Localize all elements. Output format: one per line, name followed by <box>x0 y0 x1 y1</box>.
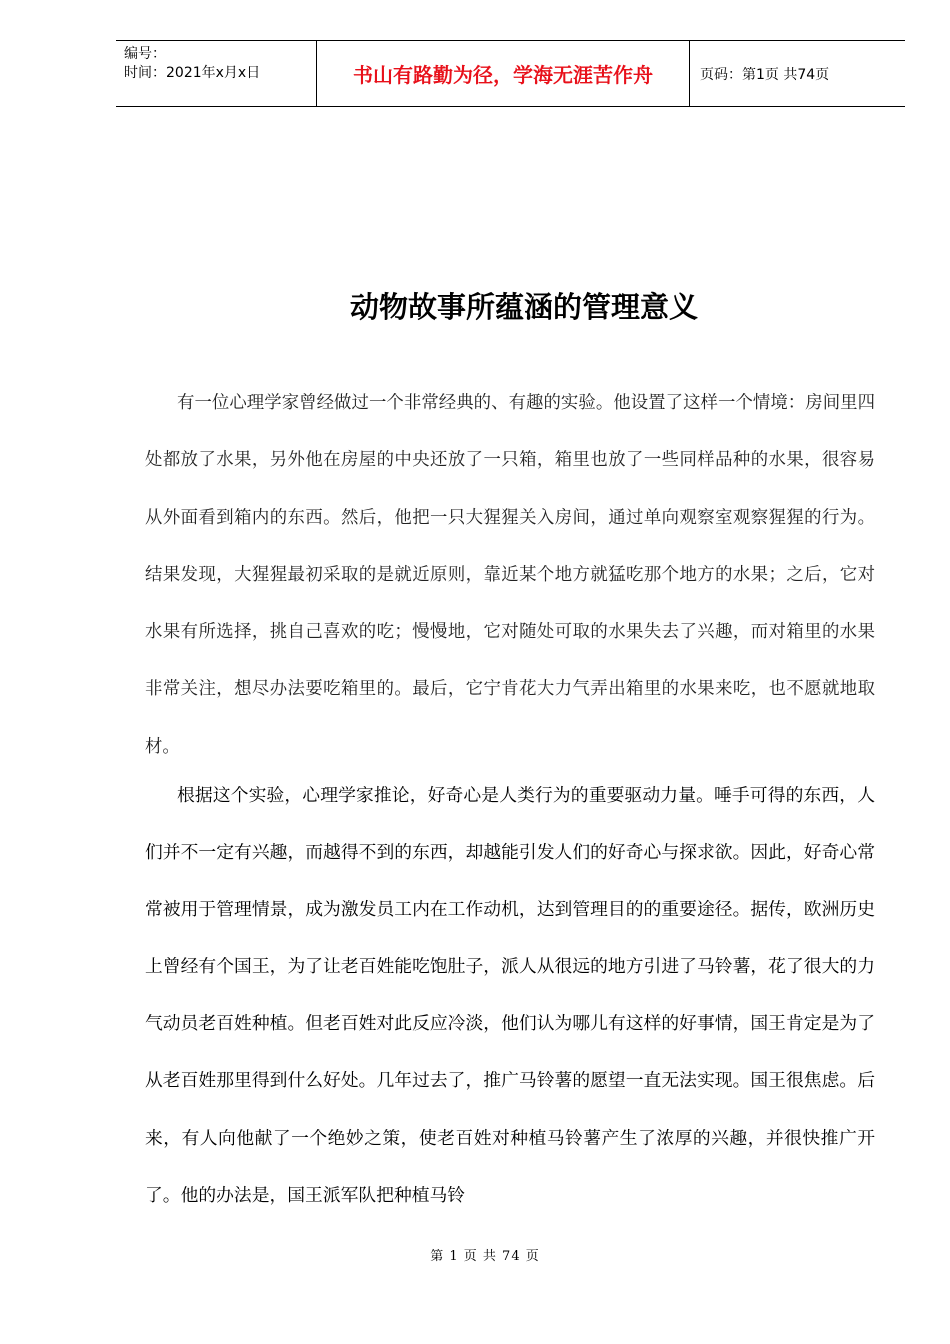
page-footer: 第 1 页 共 74 页 <box>430 1249 540 1264</box>
header-motto: 书山有路勤为径，学海无涯苦作舟 <box>353 63 653 87</box>
document-title: 动物故事所蕴涵的管理意义 <box>349 290 698 324</box>
header-page-cell <box>690 41 905 106</box>
header-motto-cell <box>316 41 690 106</box>
document-time-label: 时间：2021年x月x日 <box>124 65 261 81</box>
paragraph: 根据这个实验，心理学家推论，好奇心是人类行为的重要驱动力量。唾手可得的东西，人们并不一定有兴趣，而越得不到的东西，却越能引发人们的好奇心与探求欲。因此，好奇心常常被用于管理情景，成为激发员工内在工作动机，达到管理目的的重要途径。据传，欧洲历史上曾经有个国王，为了让老百姓能吃饱肚子，派人从很远的地方引进了马铃薯，花了很大的力气动员老百姓种植。但老百姓对此反应冷淡，他们认为哪儿有这样的好事情，国王肯定是为了从老百姓那里得到什么好处。几年过去了，推广马铃薯的愿望一直无法实现。国王很焦虑。后来，有人向他献了一个绝妙之策，使老百姓对种植马铃薯产生了浓厚的兴趣，并很快推广开了。他的办法是，国王派军队把种植马铃 <box>145 785 875 1206</box>
paragraph: 有一位心理学家曾经做过一个非常经典的、有趣的实验。他设置了这样一个情境：房间里四处都放了水果，另外他在房屋的中央还放了一只箱，箱里也放了一些同样品种的水果，很容易从外面看到箱内的东西。然后，他把一只大猩猩关入房间，通过单向观察室观察猩猩的行为。结果发现，大猩猩最初采取的是就近原则，靠近某个地方就猛吃那个地方的水果；之后，它对水果有所选择，挑自己喜欢的吃；慢慢地，它对随处可取的水果失去了兴趣，而对箱里的水果非常关注，想尽办法要吃箱里的。最后，它宁肯花大力气弄出箱里的水果来吃，也不愿就地取材。 <box>145 393 875 757</box>
header-page-info: 页码：第1页 共74页 <box>700 66 830 83</box>
header-meta-cell <box>116 41 316 106</box>
page-header <box>116 40 905 107</box>
document-number-label: 编号： <box>124 46 166 62</box>
